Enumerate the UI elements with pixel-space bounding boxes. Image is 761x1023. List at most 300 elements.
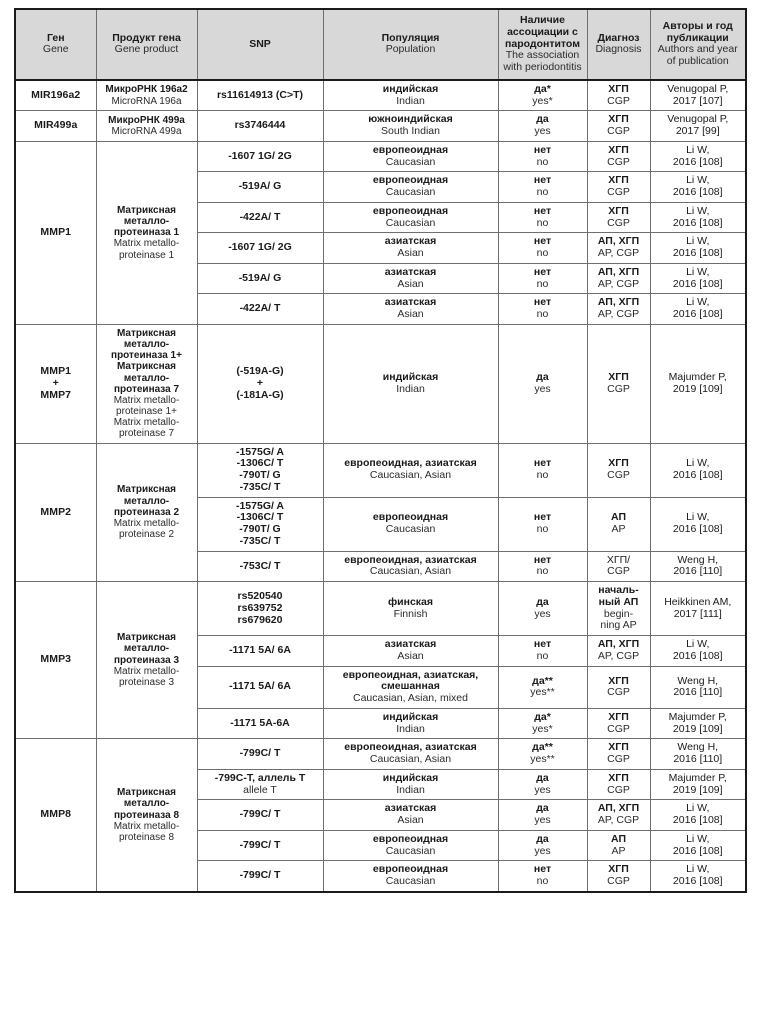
cell-association (498, 666, 587, 708)
cell-population (323, 708, 498, 739)
cell-gene-product-ru-line: Матриксная (116, 361, 177, 373)
cell-population-en: Caucasian (385, 875, 436, 888)
cell-gene-line: MMP1 (40, 365, 72, 378)
cell-association-en: no (536, 565, 549, 578)
cell-snp (197, 172, 323, 203)
cell-population-ru-line: европеоидная, азиатская, (342, 668, 479, 681)
cell-snp (197, 294, 323, 325)
cell-association-ru: да** (532, 674, 553, 687)
cell-population (323, 739, 498, 770)
cell-diagnosis-en: CGP (607, 686, 630, 699)
cell-authors-year-line: 2016 [110] (673, 686, 723, 699)
cell-population-en: Indian (396, 783, 425, 796)
cell-snp-ru-line: (-519A-G) (236, 365, 284, 378)
cell-diagnosis (587, 294, 650, 325)
gene-association-table (14, 8, 747, 893)
cell-authors-year-line: 2019 [109] (672, 382, 723, 395)
cell-association (498, 202, 587, 233)
cell-diagnosis-ru: АП, ХГП (597, 802, 640, 815)
cell-association (498, 141, 587, 172)
cell-gene-product-ru: Матриксная металло-протеиназа 1 (113, 204, 180, 239)
cell-snp (197, 800, 323, 831)
cell-population-en: Indian (396, 722, 425, 735)
cell-diagnosis-ru: АП (611, 511, 626, 524)
cell-association-ru: да (536, 595, 549, 608)
cell-diagnosis (587, 172, 650, 203)
cell-authors-year-line: Weng H, (677, 674, 719, 687)
cell-association (498, 636, 587, 667)
column-header-gene-en: Gene (42, 43, 69, 56)
cell-snp (197, 202, 323, 233)
column-header-gene-product-en: Gene product (114, 43, 179, 56)
cell-authors-year-line: 2016 [108] (672, 523, 723, 536)
cell-snp (197, 141, 323, 172)
cell-association (498, 861, 587, 892)
cell-gene-product-en-line: Matrix metallo- (113, 394, 180, 406)
table-row (15, 324, 746, 443)
cell-association-ru: нет (533, 638, 552, 651)
cell-association-ru: нет (533, 174, 552, 187)
cell-authors-year-line: Li W, (686, 265, 710, 278)
cell-snp-ru: -1607 1G/ 2G (228, 241, 292, 254)
cell-diagnosis-en: CGP (607, 753, 630, 766)
cell-gene-product-ru-line: протеиназа 1+ (111, 350, 182, 362)
cell-authors-year-line: Majumder P, (668, 710, 727, 723)
cell-diagnosis (587, 233, 650, 264)
cell-snp (197, 708, 323, 739)
cell-association (498, 294, 587, 325)
cell-authors-year (650, 708, 746, 739)
cell-diagnosis (587, 769, 650, 800)
cell-authors-year (650, 739, 746, 770)
cell-authors-year-line: Li W, (686, 143, 710, 156)
cell-snp-ru-line: -1306C/ T (236, 457, 284, 470)
cell-gene-product-en-line: Matrix metallo- (113, 417, 180, 429)
cell-snp-ru: -799C/ T (239, 869, 281, 882)
cell-snp-ru: -1171 5A/ 6A (229, 644, 291, 656)
cell-population-ru: азиатская (384, 265, 437, 278)
cell-diagnosis (587, 443, 650, 497)
cell-gene-product-en-line: proteinase 7 (118, 428, 175, 440)
cell-population-ru: южноиндийская (368, 113, 453, 126)
cell-snp (197, 324, 323, 443)
cell-diagnosis-en: AP (611, 844, 626, 857)
cell-population-ru: европеоидная (372, 204, 449, 217)
cell-snp-ru-line: rs639752 (237, 601, 283, 614)
table-row (15, 443, 746, 497)
cell-authors-year-line: 2016 [108] (672, 216, 723, 229)
cell-diagnosis-en: CGP (607, 722, 630, 735)
cell-association-ru: да* (534, 710, 551, 723)
cell-population (323, 861, 498, 892)
cell-gene-product-en: Matrix metallo-proteinase 2 (113, 517, 180, 541)
cell-gene-line: + (52, 376, 59, 389)
cell-diagnosis-ru: ХГП (608, 710, 629, 723)
cell-snp-ru: -799C/ T (239, 838, 281, 851)
cell-snp-ru (200, 591, 321, 626)
cell-association-ru: нет (533, 143, 552, 156)
cell-diagnosis-ru: ХГП (608, 204, 629, 217)
cell-snp-ru: -422A/ T (239, 210, 281, 223)
cell-snp-ru-line: -1575G/ A (235, 445, 285, 458)
column-header-population-en: Population (385, 43, 436, 56)
cell-authors-year (650, 666, 746, 708)
cell-diagnosis-ru: АП, ХГП (597, 235, 640, 248)
cell-population-en: South Indian (381, 125, 440, 137)
cell-association-en: yes (534, 382, 551, 395)
cell-authors-year-line: 2016 [108] (672, 155, 723, 168)
cell-snp (197, 636, 323, 667)
cell-authors-year-line: 2016 [108] (672, 308, 723, 320)
cell-association-ru: да (536, 771, 549, 784)
cell-diagnosis-en-line: ning AP (600, 619, 637, 632)
cell-diagnosis-en: AP, CGP (597, 814, 640, 827)
cell-authors-year-line: 2016 [108] (672, 186, 723, 198)
cell-authors-year-line: Majumder P, (668, 370, 727, 383)
cell-diagnosis-ru: АП, ХГП (597, 296, 640, 309)
cell-population-ru (326, 670, 496, 694)
cell-population-ru: азиатская (384, 802, 437, 815)
cell-authors-year-line: Weng H, (677, 553, 719, 566)
cell-snp (197, 111, 323, 142)
cell-authors-year-line: Li W, (686, 863, 710, 876)
table-body (15, 80, 746, 892)
cell-diagnosis-en: CGP (607, 565, 630, 578)
cell-population-en: Asian (397, 814, 424, 827)
cell-authors-year-line: Li W, (686, 296, 710, 309)
cell-gene-product-ru: МикроРНК 196a2 (105, 84, 188, 96)
cell-population-ru-line: смешанная (381, 680, 440, 693)
cell-population-en: Caucasian, Asian (369, 565, 452, 578)
cell-diagnosis (587, 582, 650, 636)
cell-snp (197, 233, 323, 264)
cell-snp (197, 263, 323, 294)
cell-diagnosis (587, 497, 650, 551)
cell-snp-ru-line: -790T/ G (239, 469, 281, 482)
cell-population (323, 582, 498, 636)
cell-population (323, 666, 498, 708)
cell-gene-product-en: Matrix metallo-proteinase 3 (113, 665, 180, 689)
cell-population-ru: индийская (382, 370, 439, 383)
cell-authors-year-line: 2017 [107] (672, 94, 723, 107)
cell-population (323, 80, 498, 111)
cell-association-ru: нет (533, 457, 552, 470)
cell-association-en: no (536, 308, 549, 320)
cell-snp (197, 80, 323, 111)
cell-gene: MMP3 (15, 582, 96, 739)
table-row (15, 80, 746, 111)
cell-authors-year-line: Venugopal P, (667, 82, 729, 95)
cell-association (498, 830, 587, 861)
cell-gene-product-ru-line: металло- (123, 372, 170, 384)
cell-diagnosis-ru: ХГП (608, 741, 629, 754)
cell-authors-year-line: 2017 [99] (675, 125, 720, 137)
cell-gene-line: MMP7 (40, 388, 72, 401)
cell-population-en: Indian (396, 382, 425, 395)
cell-association-en: yes* (532, 722, 553, 735)
cell-snp-ru: -753C/ T (239, 559, 281, 572)
cell-snp-ru (200, 447, 321, 494)
column-header-diagnosis-ru: Диагноз (597, 31, 640, 44)
cell-association-en: no (536, 216, 549, 229)
cell-population (323, 263, 498, 294)
header-row (15, 9, 746, 80)
cell-snp (197, 861, 323, 892)
cell-snp-ru: -422A/ T (239, 302, 281, 315)
cell-population-en: Caucasian (385, 186, 436, 198)
cell-diagnosis-ru: ХГП (608, 370, 629, 383)
cell-authors-year (650, 111, 746, 142)
cell-diagnosis (587, 830, 650, 861)
cell-association-en: yes (534, 125, 551, 137)
cell-diagnosis (587, 202, 650, 233)
cell-snp-ru-line: rs520540 (237, 590, 283, 602)
cell-population (323, 172, 498, 203)
cell-association (498, 111, 587, 142)
cell-diagnosis (587, 141, 650, 172)
cell-authors-year-line: Li W, (686, 511, 710, 524)
cell-diagnosis (587, 708, 650, 739)
cell-snp-ru-line: rs679620 (237, 613, 283, 626)
cell-association-en: no (536, 649, 549, 662)
cell-authors-year-line: 2017 [111] (673, 607, 722, 620)
cell-snp (197, 769, 323, 800)
column-header-gene-ru: Ген (46, 31, 65, 44)
cell-population-ru: европеоидная (372, 511, 449, 524)
cell-diagnosis-en: CGP (607, 94, 630, 107)
cell-population-ru: азиатская (384, 638, 437, 651)
cell-authors-year-line: Li W, (686, 204, 710, 217)
cell-diagnosis-en: AP, CGP (597, 308, 640, 320)
cell-gene: MIR196a2 (15, 80, 96, 111)
cell-gene-product (96, 111, 197, 142)
cell-diagnosis (587, 666, 650, 708)
cell-population (323, 800, 498, 831)
cell-diagnosis (587, 739, 650, 770)
cell-population-ru: европеоидная, азиатская (344, 741, 477, 754)
cell-snp-ru-line: -790T/ G (239, 523, 281, 536)
cell-diagnosis (587, 800, 650, 831)
cell-gene-product-en: Matrix metallo-proteinase 1 (113, 238, 180, 261)
cell-gene: MMP2 (15, 443, 96, 582)
cell-diagnosis (587, 80, 650, 111)
cell-association-en: no (536, 277, 549, 290)
table-row (15, 582, 746, 636)
cell-authors-year-line: Li W, (686, 174, 710, 187)
cell-authors-year-line: Li W, (686, 832, 710, 845)
cell-association (498, 551, 587, 582)
cell-association (498, 739, 587, 770)
cell-diagnosis-ru: АП (611, 832, 626, 845)
cell-population (323, 551, 498, 582)
cell-gene-product-ru-line: металло- (123, 338, 170, 350)
cell-authors-year-line: 2016 [108] (672, 469, 723, 482)
cell-gene: MMP8 (15, 739, 96, 892)
cell-population (323, 443, 498, 497)
cell-snp (197, 497, 323, 551)
cell-snp-ru (200, 501, 321, 548)
cell-snp-ru-line: -735C/ T (239, 480, 281, 493)
cell-diagnosis (587, 111, 650, 142)
cell-population-en: Caucasian, Asian (369, 753, 452, 766)
cell-association (498, 708, 587, 739)
cell-population-ru: азиатская (384, 296, 437, 309)
cell-population-en: Caucasian (385, 844, 436, 857)
cell-diagnosis (587, 636, 650, 667)
cell-gene-product-ru: МикроРНК 499a (108, 114, 185, 126)
cell-association-ru: да* (534, 82, 551, 95)
cell-association-ru: нет (533, 511, 552, 524)
cell-diagnosis-en: CGP (607, 216, 630, 229)
cell-population-en: Asian (397, 308, 424, 320)
cell-snp-ru: -799C/ T (239, 808, 281, 821)
cell-authors-year (650, 636, 746, 667)
cell-association-en: yes** (530, 753, 555, 766)
cell-snp (197, 830, 323, 861)
cell-gene-product-ru: Матриксная металло-протеиназа 8 (113, 787, 180, 821)
column-header-association-en: The association with periodontitis (503, 49, 582, 73)
cell-gene-product (96, 324, 197, 443)
cell-association-ru: нет (533, 296, 552, 309)
cell-diagnosis-ru: ХГП/ (606, 553, 631, 566)
column-header-association-ru: Наличие ассоциации с пародонтитом (505, 14, 580, 50)
cell-association-ru: нет (533, 265, 552, 278)
cell-association-ru: да (536, 370, 549, 383)
cell-population-en: Caucasian, Asian, mixed (353, 692, 468, 705)
cell-association (498, 324, 587, 443)
cell-authors-year (650, 141, 746, 172)
cell-association-ru: да (536, 802, 549, 815)
cell-authors-year-line: 2016 [108] (672, 875, 723, 888)
cell-population-ru: европеоидная, азиатская (344, 553, 477, 566)
cell-population (323, 497, 498, 551)
cell-association-en: yes (534, 783, 551, 796)
column-header-snp-ru: SNP (249, 37, 271, 50)
column-header-population (323, 9, 498, 80)
cell-diagnosis-en: AP, CGP (597, 649, 640, 662)
cell-authors-year (650, 80, 746, 111)
cell-association (498, 769, 587, 800)
cell-association-en: yes (534, 607, 551, 620)
cell-authors-year (650, 294, 746, 325)
cell-association-ru: да** (532, 741, 553, 754)
cell-gene-product-ru-line: протеиназа 7 (113, 383, 180, 395)
cell-diagnosis-en: CGP (607, 125, 630, 137)
cell-diagnosis-en: AP, CGP (597, 277, 640, 290)
cell-authors-year-line: Li W, (686, 457, 710, 470)
cell-population-ru: индийская (382, 771, 439, 784)
cell-authors-year-line: 2016 [110] (673, 753, 723, 766)
cell-population-en: Caucasian (385, 523, 436, 536)
cell-snp-ru: -1171 5A-6A (230, 716, 290, 729)
cell-association (498, 263, 587, 294)
cell-authors-year-line: 2016 [108] (672, 814, 723, 827)
cell-association (498, 80, 587, 111)
cell-gene (15, 324, 96, 443)
table-header (15, 9, 746, 80)
column-header-authors (650, 9, 746, 80)
cell-authors-year-line: 2016 [110] (673, 565, 723, 578)
cell-diagnosis-ru: ХГП (608, 457, 629, 470)
column-header-gene (15, 9, 96, 80)
cell-population-en: Asian (397, 247, 424, 259)
cell-gene-product-ru: Матриксная металло-протеиназа 2 (113, 484, 180, 518)
cell-association-ru: да (536, 113, 549, 126)
cell-diagnosis-ru: ХГП (608, 863, 629, 876)
cell-diagnosis-ru: ХГП (608, 82, 629, 95)
cell-population-ru: индийская (382, 710, 439, 723)
cell-snp-ru: -519A/ G (238, 271, 282, 284)
cell-diagnosis-en: CGP (607, 469, 630, 482)
cell-authors-year (650, 263, 746, 294)
cell-population-ru: индийская (382, 82, 439, 95)
cell-population-ru: европеоидная, азиатская (344, 457, 477, 470)
cell-snp-ru-line: + (256, 376, 264, 389)
cell-association-en: no (536, 186, 549, 198)
column-header-diagnosis (587, 9, 650, 80)
cell-association-ru: нет (533, 204, 552, 217)
cell-diagnosis-ru: ХГП (608, 674, 629, 687)
cell-authors-year (650, 769, 746, 800)
cell-snp-ru: rs11614913 (C>T) (216, 88, 304, 101)
cell-population (323, 233, 498, 264)
cell-gene-product (96, 739, 197, 892)
cell-diagnosis-en: CGP (607, 186, 630, 198)
cell-authors-year (650, 202, 746, 233)
cell-diagnosis-ru (590, 585, 648, 609)
cell-gene-product-en: MicroRNA 499a (111, 126, 182, 137)
cell-authors-year (650, 443, 746, 497)
cell-population (323, 636, 498, 667)
cell-authors-year (650, 172, 746, 203)
cell-association-en: yes (534, 814, 551, 827)
cell-authors-year-line: 2019 [109] (672, 722, 723, 735)
cell-authors-year (650, 830, 746, 861)
column-header-authors-en: Authors and year of publication (657, 43, 738, 68)
cell-association-en: yes (534, 844, 551, 857)
cell-authors-year (650, 582, 746, 636)
table-row (15, 111, 746, 142)
cell-population-en: Asian (397, 277, 424, 290)
cell-diagnosis-en: CGP (607, 875, 630, 888)
column-header-gene-product-ru: Продукт гена (112, 31, 181, 44)
cell-snp-ru: -1171 5A/ 6A (229, 680, 291, 693)
cell-population (323, 294, 498, 325)
cell-snp (197, 739, 323, 770)
column-header-authors-ru: Авторы и год публикации (662, 19, 733, 44)
cell-authors-year-line: Weng H, (677, 741, 719, 754)
cell-population (323, 111, 498, 142)
cell-gene-product (96, 443, 197, 582)
cell-diagnosis-ru: АП, ХГП (597, 638, 640, 651)
cell-diagnosis-en: CGP (607, 783, 630, 796)
cell-population-en: Finnish (393, 607, 428, 620)
cell-population (323, 769, 498, 800)
cell-snp-ru: -519A/ G (238, 180, 282, 193)
cell-snp (197, 666, 323, 708)
cell-authors-year-line: 2019 [109] (672, 783, 723, 796)
cell-population (323, 324, 498, 443)
cell-snp-ru-line: -735C/ T (239, 534, 281, 547)
column-header-gene-product (96, 9, 197, 80)
cell-authors-year-line: Li W, (686, 235, 710, 248)
cell-authors-year-line: Li W, (686, 802, 710, 815)
cell-diagnosis-en-line: begin- (603, 607, 634, 620)
cell-gene-product (96, 141, 197, 324)
table-row (15, 739, 746, 770)
cell-association (498, 497, 587, 551)
cell-association-ru: нет (533, 235, 552, 248)
